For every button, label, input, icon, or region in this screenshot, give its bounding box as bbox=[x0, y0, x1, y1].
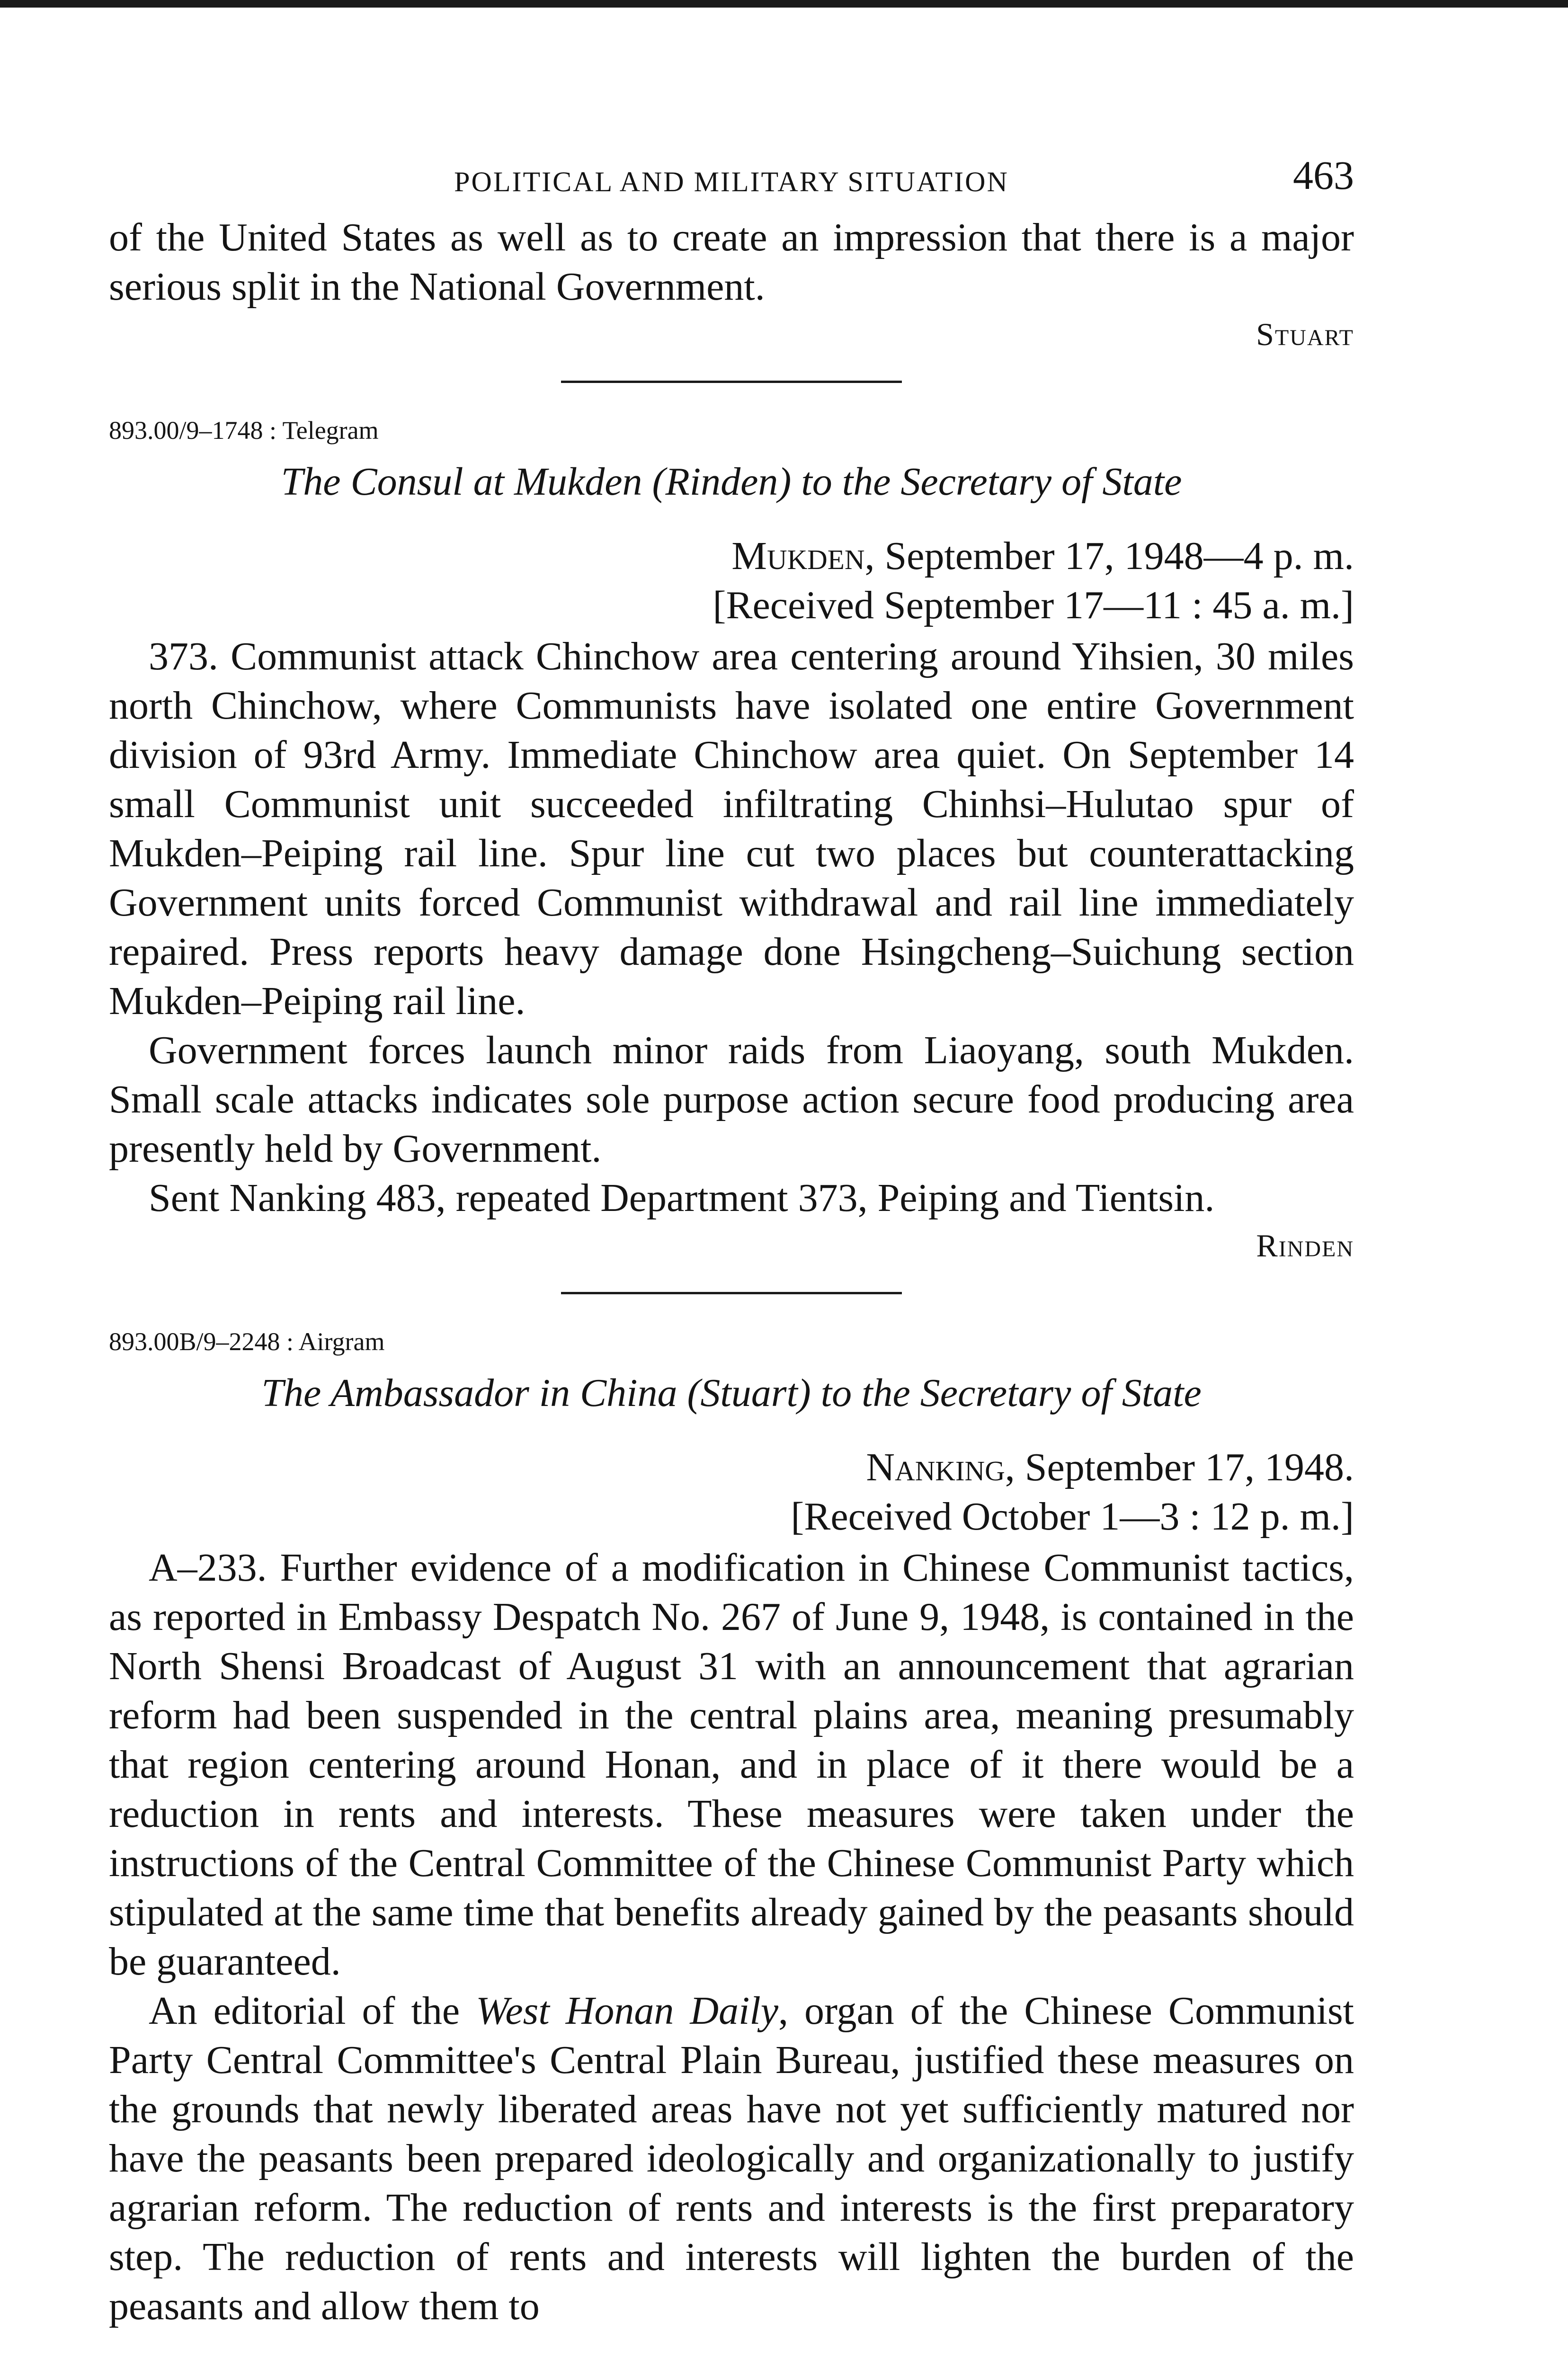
doc2-received: [Received October 1—3 : 12 p. m.] bbox=[791, 1495, 1354, 1539]
doc2-paragraph-1: A–233. Further evidence of a modification in Chinese Communist tactics, as reported in Embassy Despatch No. 267 of June 9, 1948, is contained in the North Shensi Broadcast of August 31 with an announcement that agrarian reform had been suspended in the central plains area, meaning presumably that region centering around Honan, and in place of it there would be a reduction in rents and interests. These measures were taken under the instructions of the Central Committee of the Chinese Communist Party which stipulated at the same time that benefits already gained by the peasants should be guaranteed. bbox=[109, 1546, 1354, 1984]
doc2-paragraph-2-rest: , organ of the Chinese Communist Party Central Committee's Central Plain Bureau, justified these measures on the grounds that newly liberated areas have not yet sufficiently matured nor have the peasants been prepared ideologically and organizationally to justify agrarian reform. The reduction of rents and interests is the first preparatory step. The reduction of rents and interests will lighten the burden of the peasants and allow them to bbox=[109, 1989, 1354, 2328]
signature-stuart: Stuart bbox=[1256, 316, 1354, 352]
doc1-paragraph-2: Government forces launch minor raids from Liaoyang, south Mukden. Small scale attacks indicates sole purpose action secure food producing area presently held by Government. bbox=[109, 1028, 1354, 1171]
doc1-dateline-date: , September 17, 1948—4 p. m. bbox=[864, 534, 1354, 578]
section-divider bbox=[561, 381, 902, 383]
doc2-paragraph-2-start: An editorial of the bbox=[149, 1989, 476, 2033]
top-border-rule bbox=[0, 0, 1568, 8]
document-page bbox=[109, 142, 1354, 2331]
doc1-dateline bbox=[109, 532, 1354, 581]
doc1-received: [Received September 17—11 : 45 a. m.] bbox=[713, 583, 1354, 627]
doc2-paragraph-2 bbox=[109, 1986, 1354, 2331]
page-header bbox=[109, 142, 1354, 213]
doc1-title: The Consul at Mukden (Rinden) to the Secretary of State bbox=[281, 460, 1182, 504]
section-divider bbox=[561, 1292, 902, 1294]
doc1-paragraph-3: Sent Nanking 483, repeated Department 373, Peiping and Tientsin. bbox=[149, 1176, 1215, 1220]
doc2-title: The Ambassador in China (Stuart) to the Secretary of State bbox=[261, 1371, 1202, 1415]
newspaper-title: West Honan Daily bbox=[476, 1989, 778, 2033]
doc1-paragraph-1: 373. Communist attack Chinchow area centering around Yihsien, 30 miles north Chinchow, where Communists have isolated one entire Government division of 93rd Army. Immediate Chinchow area quiet. On September 14 small Communist unit succeeded infiltrating Chinhsi–Hulutao spur of Mukden–Peiping rail line. Spur line cut two places but counterattacking Government units forced Communist withdrawal and rail line immediately repaired. Press reports heavy damage done Hsingcheng–Suichung section Mukden–Peiping rail line. bbox=[109, 634, 1354, 1023]
page-number: 463 bbox=[1293, 152, 1354, 198]
doc1-file-reference: 893.00/9–1748 : Telegram bbox=[109, 416, 379, 445]
doc1-dateline-place: Mukden bbox=[731, 534, 865, 578]
doc2-file-reference: 893.00B/9–2248 : Airgram bbox=[109, 1327, 385, 1356]
continuation-paragraph: of the United States as well as to create an impression that there is a major serious split in the National Government. bbox=[109, 215, 1354, 309]
doc2-dateline-date: , September 17, 1948. bbox=[1005, 1445, 1354, 1489]
signature-rinden: Rinden bbox=[1256, 1228, 1354, 1264]
running-head: POLITICAL AND MILITARY SITUATION bbox=[454, 166, 1009, 197]
doc2-dateline-place: Nanking bbox=[866, 1445, 1005, 1489]
doc2-dateline bbox=[109, 1443, 1354, 1492]
